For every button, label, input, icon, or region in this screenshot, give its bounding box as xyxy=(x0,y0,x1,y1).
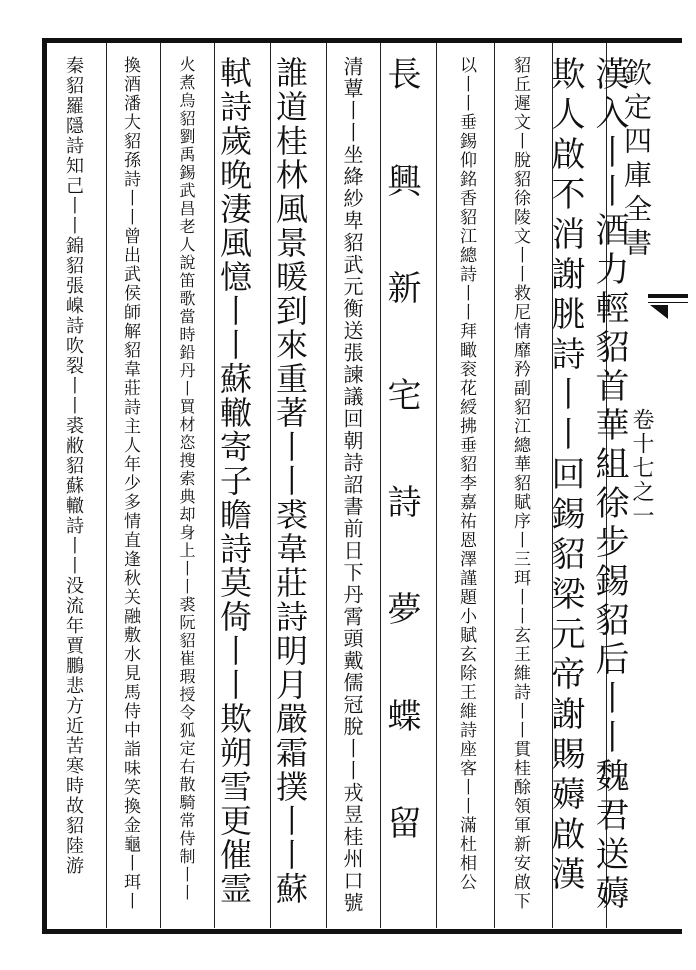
text-column: 長興新宅詩夢蝶留 xyxy=(381,56,421,912)
text-column: 誰道桂林風景暖到來重著丨丨裘韋莊詩明月嚴霜撲丨丨蘇 xyxy=(271,56,309,906)
text-column: 欺人啟不消謝朓詩丨丨回錫貂梁元帝謝賜薅啟漢 xyxy=(545,56,585,896)
column-rule xyxy=(106,43,107,928)
text-column: 清蕈丨丨坐絳紗卑貂武元衡送張諫議回朝詩詔書前日下丹霄頭戴儒冠脫丨丨戎昱桂州口號 xyxy=(340,56,364,914)
book-title: 欽定四庫全書 xyxy=(620,58,653,262)
text-column: 貂丘遲文丨脫貂徐陵文丨丨救尼情靡矜副貂江總華貂賦序丨三珥丨丨玄王維詩丨丨貫桂酴領軍新安啟下 xyxy=(510,56,530,911)
text-column: 換酒潘大貂孫詩丨丨曾出武侯師解貂韋莊詩主人年少多情直逢秋关融敷水見馬侍中詣味笑換金龜丨珥丨 xyxy=(120,56,140,911)
fish-tail-mark xyxy=(650,305,668,319)
text-column: 以丨丨垂錫仰銘香貂江總詩丨丨拜瞰衮花綬拂垂貂李嘉祐恩澤謹題小賦玄除王維詩座客丨丨滿杜相公 xyxy=(456,56,476,892)
juan-number: 卷十七之一 xyxy=(629,408,654,528)
column-rule xyxy=(436,43,437,928)
column-rule xyxy=(494,43,495,928)
column-rule xyxy=(326,43,327,928)
text-column: 秦貂羅隱詩知己丨丨錦貂張嵲詩吹裂丨丨裘敝貂蘇轍詩丨丨没流年賈鵬悲方近苦寒時故貂陸游 xyxy=(63,56,84,876)
fish-tail-line xyxy=(648,302,688,303)
text-column: 漢入丨丨酒力輕貂首華組徐步錫貂后丨丨魏君送薅 xyxy=(589,56,629,914)
fish-tail-line xyxy=(648,294,688,298)
text-column: 火煮烏貂劉禹錫武昌老人說笛歌當時鉛丹丨買材恣搜索典却身上丨丨裘阮貂崔瑕授令狐定右散騎常侍制丨丨 xyxy=(177,56,196,902)
column-rule xyxy=(160,43,161,928)
text-column: 軾詩歲晚淒風憶丨丨蘇轍寄子瞻詩莫倚丨丨欺朔雪更催霊 xyxy=(215,56,253,906)
